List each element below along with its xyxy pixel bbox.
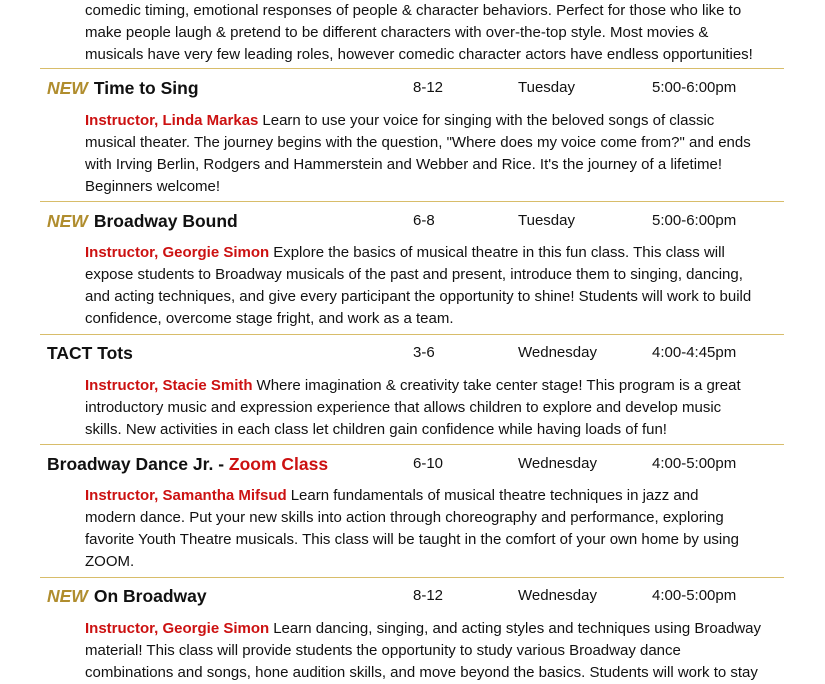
- divider: [40, 577, 784, 578]
- new-badge: NEW: [47, 211, 88, 231]
- description-line: Explore the basics of musical theatre in this fun class. This class will: [273, 244, 725, 261]
- class-ages: 6-8: [413, 212, 435, 229]
- description-line: musical theater. The journey begins with the question, "Where does my voice come from?" and ends: [85, 134, 751, 151]
- class-day: Wednesday: [518, 455, 597, 472]
- divider: [40, 334, 784, 335]
- class-day: Tuesday: [518, 79, 575, 96]
- class-title: [47, 208, 238, 234]
- class-day: Wednesday: [518, 344, 597, 361]
- description-line: introductory music and expression experience that allows children to explore and develop music: [85, 399, 722, 416]
- zoom-class-label: Zoom Class: [228, 454, 329, 474]
- intro-paragraph: [85, 0, 785, 66]
- description-line: Learn dancing, singing, and acting styles and techniques using Broadway: [273, 620, 762, 637]
- divider: [40, 444, 784, 445]
- class-description: [85, 242, 785, 330]
- class-title: [47, 451, 328, 477]
- description-line: material! This class will provide students the opportunity to study various Broadway dance: [85, 642, 681, 659]
- description-line: modern dance. Put your new skills into action through choreography and performance, exploring: [85, 509, 724, 526]
- description-line: skills. New activities in each class let children gain confidence while having loads of fun!: [85, 421, 667, 438]
- description-line: ZOOM.: [85, 553, 135, 570]
- class-day: Tuesday: [518, 212, 575, 229]
- instructor-name: Instructor, Stacie Smith: [85, 377, 253, 394]
- intro-line: comedic timing, emotional responses of people & character behaviors. Perfect for those who like to: [85, 2, 742, 19]
- class-name: On Broadway: [93, 586, 207, 606]
- intro-line: make people laugh & pretend to be different characters with over-the-top style. Most movies &: [85, 24, 709, 41]
- instructor-name: Instructor, Georgie Simon: [85, 244, 270, 261]
- class-description: [85, 375, 785, 441]
- instructor-name: Instructor, Linda Markas: [85, 112, 259, 129]
- class-title: [47, 75, 199, 101]
- class-ages: 8-12: [413, 587, 444, 604]
- description-line: Beginners welcome!: [85, 178, 221, 195]
- description-line: confidence, overcome stage fright, and work as a team.: [85, 310, 454, 327]
- new-badge: NEW: [47, 78, 88, 98]
- class-name: TACT Tots: [47, 343, 133, 363]
- intro-line: musicals have very few leading roles, however comedic character actors have endless opportunities!: [85, 46, 753, 63]
- class-ages: 6-10: [413, 455, 444, 472]
- class-day: Wednesday: [518, 587, 597, 604]
- description-line: Where imagination & creativity take center stage! This program is a great: [256, 377, 741, 394]
- class-time: 5:00-6:00pm: [652, 79, 737, 96]
- description-line: with Irving Berlin, Rodgers and Hammerstein and Webber and Rice. It's the journey of a lifetime!: [85, 156, 723, 173]
- class-title: [47, 583, 207, 609]
- class-name: Broadway Dance Jr. -: [47, 454, 229, 474]
- class-time: 4:00-5:00pm: [652, 587, 737, 604]
- description-line: and acting techniques, and give every participant the opportunity to shine! Students will work to build: [85, 288, 752, 305]
- description-line: favorite Youth Theatre musicals. This class will be taught in the comfort of your own home by using: [85, 531, 739, 548]
- class-ages: 3-6: [413, 344, 435, 361]
- description-line: expose students to Broadway musicals of the past and present, introduce them to singing, dancing,: [85, 266, 743, 283]
- class-description: [85, 485, 785, 573]
- description-line: Learn to use your voice for singing with the beloved songs of classic: [262, 112, 715, 129]
- instructor-name: Instructor, Samantha Mifsud: [85, 487, 287, 504]
- divider: [40, 68, 784, 69]
- divider: [40, 201, 784, 202]
- description-line: Learn fundamentals of musical theatre techniques in jazz and: [290, 487, 699, 504]
- class-time: 4:00-4:45pm: [652, 344, 737, 361]
- instructor-name: Instructor, Georgie Simon: [85, 620, 270, 637]
- class-description: [85, 110, 785, 198]
- description-line: combinations and songs, hone audition skills, and move beyond the basics. Students will work to stay: [85, 664, 758, 681]
- new-badge: NEW: [47, 586, 88, 606]
- class-description: [85, 618, 785, 684]
- class-time: 5:00-6:00pm: [652, 212, 737, 229]
- class-time: 4:00-5:00pm: [652, 455, 737, 472]
- class-name: Time to Sing: [93, 78, 199, 98]
- class-title: [47, 340, 133, 366]
- class-ages: 8-12: [413, 79, 444, 96]
- class-name: Broadway Bound: [93, 211, 238, 231]
